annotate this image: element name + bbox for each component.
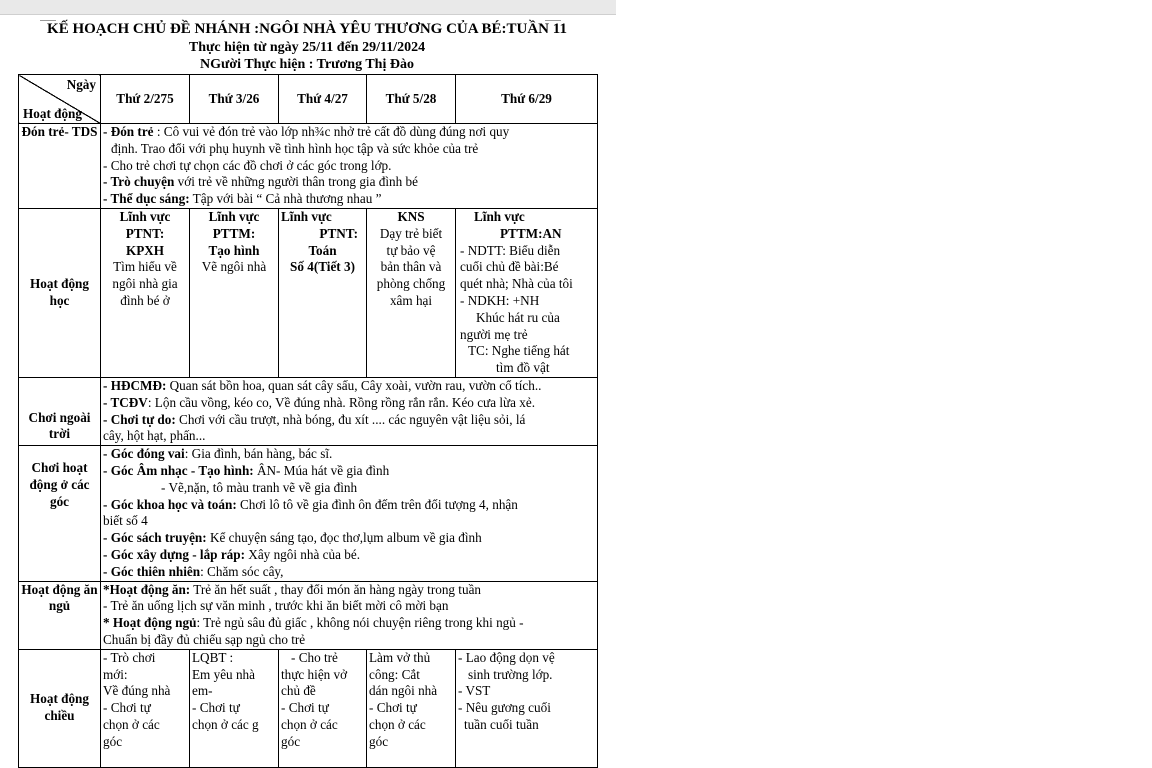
- chieu-tue-line: Em yêu nhà: [192, 666, 255, 682]
- hoc-cell-fri: [456, 208, 598, 377]
- hoc-mon-line: ngôi nhà gia: [112, 276, 178, 292]
- day-header-mon: Thứ 2/275: [101, 75, 190, 124]
- chieu-wed-line: góc: [281, 733, 301, 749]
- hoc-wed-b3: Toán: [308, 242, 337, 258]
- goc-l8: : Chăm sóc cây,: [200, 563, 284, 579]
- hoc-cell-tue: [190, 208, 279, 377]
- hoc-thu-line: bản thân và: [380, 259, 442, 275]
- row-label-hoat-dong-chieu: Hoạt động chiều: [19, 649, 101, 767]
- an-ngu-l3-bold: * Hoạt động ngủ: [103, 615, 197, 631]
- ngoai-troi-l1: Quan sát bồn hoa, quan sát cây sấu, Cây xoài, vườn rau, vườn cổ tích..: [166, 377, 542, 393]
- row-label-an-ngu: Hoạt động ăn ngủ: [19, 581, 101, 649]
- goc-l2: ÂN- Múa hát về gia đình: [253, 462, 390, 478]
- chieu-thu-line: chọn ở các: [369, 716, 426, 732]
- an-ngu-content: [101, 581, 598, 649]
- hoc-fri-line: tìm đồ vật: [496, 360, 550, 376]
- chieu-cell-fri: [456, 649, 598, 767]
- don-tre-l2: định. Trao đổi với phụ huynh về tình hình học tập và sức khỏe của trẻ: [111, 140, 479, 156]
- don-tre-l3: - Cho trẻ chơi tự chọn các đồ chơi ở các góc trong lớp.: [103, 157, 392, 173]
- day-header-wed: Thứ 4/27: [279, 75, 367, 124]
- goc-l4-bold: - Góc khoa học và toán:: [103, 496, 237, 512]
- ngoai-troi-l2-bold: - TCĐV: [103, 394, 148, 410]
- don-tre-l5: Tập với bài “ Cả nhà thương nhau ”: [189, 191, 382, 207]
- chieu-tue-line: LQBT :: [192, 649, 234, 665]
- an-ngu-l1: Trẻ ăn hết suất , thay đổi món ăn hàng ngày trong tuần: [190, 581, 482, 597]
- an-ngu-l4: Chuẩn bị đầy đủ chiếu sạp ngủ cho trẻ: [103, 631, 306, 647]
- goc-l6-bold: - Góc sách truyện:: [103, 530, 207, 546]
- goc-l1: : Gia đình, bán hàng, bác sĩ.: [184, 446, 333, 462]
- hoc-thu-line: phòng chống: [376, 276, 446, 292]
- hoc-mon-b2: PTNT:: [125, 225, 165, 241]
- day-header-fri: Thứ 6/29: [456, 75, 598, 124]
- chieu-fri-line: - Lao động dọn vệ: [458, 649, 555, 665]
- chieu-fri-line: tuần cuối tuần: [464, 716, 539, 732]
- row-choi-ngoai-troi: [19, 377, 598, 445]
- chieu-wed-line: - Chơi tự: [281, 700, 329, 716]
- row-label-hoat-dong-hoc: Hoạt động học: [19, 208, 101, 377]
- corner-activity-label: Hoạt động: [23, 106, 82, 122]
- goc-l4: Chơi lô tô về gia đình ôn đếm trên đối tượng 4, nhận: [236, 496, 518, 512]
- chieu-wed-line: chọn ở các: [281, 716, 338, 732]
- goc-l1-bold: - Góc đóng vai: [103, 446, 185, 462]
- hoc-wed-b4: Số 4(Tiết 3): [290, 259, 355, 275]
- hoc-mon-b1: Lĩnh vực: [119, 208, 171, 224]
- chieu-mon-line: góc: [103, 733, 123, 749]
- goc-l5: biết số 4: [103, 513, 148, 529]
- weekly-plan-table: [18, 74, 598, 768]
- row-don-tre: [19, 124, 598, 209]
- hoc-thu-b1: KNS: [397, 208, 425, 224]
- chieu-cell-tue: [190, 649, 279, 767]
- chieu-tue-line: chọn ở các g: [192, 716, 259, 732]
- chieu-thu-line: Làm vở thủ: [369, 649, 431, 665]
- chieu-thu-line: góc: [369, 733, 389, 749]
- hoc-fri-line: - NDKH: +NH: [460, 292, 540, 308]
- chieu-mon-line: - Trò chơi: [103, 649, 156, 665]
- hoc-fri-line: - NDTT: Biểu diễn: [460, 242, 561, 258]
- ngoai-troi-l3-bold: - Chơi tự do:: [103, 411, 176, 427]
- chieu-tue-line: em-: [192, 683, 213, 699]
- hoc-fri-b2: PTTM:AN: [500, 225, 562, 241]
- chieu-tue-line: - Chơi tự: [192, 700, 240, 716]
- row-choi-goc: [19, 446, 598, 581]
- day-header-tue: Thứ 3/26: [190, 75, 279, 124]
- chieu-thu-line: dán ngôi nhà: [369, 683, 438, 699]
- table-header-row: [19, 75, 598, 124]
- chieu-thu-line: công: Cắt: [369, 666, 420, 682]
- goc-l8-bold: - Góc thiên nhiên: [103, 563, 201, 579]
- hoc-cell-wed: [279, 208, 367, 377]
- chieu-fri-line: sinh trường lớp.: [468, 666, 553, 682]
- hoc-thu-line: Dạy trẻ biết: [379, 225, 443, 241]
- row-label-choi-goc: Chơi hoạt động ở các góc: [19, 446, 101, 581]
- don-tre-l4-bold: - Trò chuyện: [103, 174, 175, 190]
- row-hoat-dong-chieu: [19, 649, 598, 767]
- day-header-thu: Thứ 5/28: [367, 75, 456, 124]
- ngoai-troi-l2: : Lộn cầu vồng, kéo co, Về đúng nhà. Rồng rồng rắn rắn. Kéo cưa lừa xẻ.: [147, 394, 536, 410]
- an-ngu-l2: - Trẻ ăn uống lịch sự văn minh , trước khi ăn biết mời cô mời bạn: [103, 598, 449, 614]
- hoc-fri-b1: Lĩnh vực: [474, 208, 525, 224]
- hoc-cell-mon: [101, 208, 190, 377]
- ruler-bar: [0, 0, 616, 15]
- an-ngu-l1-bold: *Hoạt động ăn:: [103, 581, 191, 597]
- chieu-wed-line: - Cho trẻ: [291, 649, 338, 665]
- hoc-fri-line: người mẹ trẻ: [460, 326, 528, 342]
- row-label-don-tre: Đón trẻ- TDS: [19, 124, 101, 209]
- chieu-mon-line: - Chơi tự: [103, 700, 151, 716]
- ngoai-troi-l3: Chơi với cầu trượt, nhà bóng, đu xít .... các nguyên vật liệu sỏi, lá: [175, 411, 526, 427]
- chieu-mon-line: mới:: [103, 666, 128, 682]
- hoc-tue-line: Vẽ ngôi nhà: [201, 259, 267, 275]
- corner-day-label: Ngày: [66, 77, 96, 92]
- goc-l7: Xây ngôi nhà của bé.: [245, 546, 360, 562]
- hoc-thu-line: tự bảo vệ: [386, 242, 436, 258]
- document-author: NGười Thực hiện : Trương Thị Đào: [200, 57, 414, 72]
- hoc-fri-line: quét nhà; Nhà của tôi: [460, 276, 573, 292]
- goc-l7-bold: - Góc xây dựng - lắp ráp:: [103, 546, 245, 562]
- hoc-thu-line: xâm hại: [389, 292, 433, 308]
- don-tre-l4: với trẻ về những người thân trong gia đình bé: [174, 174, 418, 190]
- don-tre-content: [101, 124, 598, 209]
- goc-l6: Kể chuyện sáng tạo, đọc thơ,lụm album về gia đình: [206, 530, 482, 546]
- chieu-cell-mon: [101, 649, 190, 767]
- hoc-wed-b2: PTNT:: [319, 225, 358, 241]
- row-hoat-dong-hoc: [19, 208, 598, 377]
- hoc-fri-line: TC: Nghe tiếng hát: [468, 343, 570, 359]
- chieu-mon-line: chọn ở các: [103, 716, 160, 732]
- corner-cell: [19, 75, 101, 124]
- hoc-mon-b3: KPXH: [125, 242, 165, 258]
- choi-goc-content: [101, 446, 598, 581]
- chieu-fri-line: - Nêu gương cuối: [458, 700, 551, 716]
- hoc-cell-thu: [367, 208, 456, 377]
- hoc-fri-line: cuối chủ đề bài:Bé: [460, 259, 559, 275]
- document-subtitle: Thực hiện từ ngày 25/11 đến 29/11/2024: [188, 40, 426, 55]
- goc-l3: - Vẽ,nặn, tô màu tranh vẽ về gia đình: [161, 479, 358, 495]
- choi-ngoai-troi-content: [101, 377, 598, 445]
- don-tre-l5-bold: - Thể dục sáng:: [103, 191, 190, 207]
- chieu-cell-thu: [367, 649, 456, 767]
- an-ngu-l3: : Trẻ ngủ sâu đủ giấc , không nói chuyện riêng trong khi ngủ -: [196, 615, 524, 631]
- hoc-wed-b1: Lĩnh vực: [281, 208, 332, 224]
- chieu-wed-line: thực hiện vở: [281, 666, 348, 682]
- hoc-tue-b1: Lĩnh vực: [208, 208, 260, 224]
- hoc-tue-b2: PTTM:: [212, 225, 256, 241]
- hoc-tue-b3: Tạo hình: [208, 242, 260, 258]
- hoc-fri-line: Khúc hát ru của: [476, 309, 560, 325]
- don-tre-l1-bold: - Đón trẻ: [103, 124, 154, 139]
- hoc-mon-line: đình bé ở: [120, 292, 170, 308]
- chieu-thu-line: - Chơi tự: [369, 700, 417, 716]
- don-tre-l1: : Cô vui vẻ đón trẻ vào lớp nh¾c nhở trẻ cất đồ dùng đúng nơi quy: [153, 124, 510, 139]
- chieu-cell-wed: [279, 649, 367, 767]
- chieu-fri-line: - VST: [458, 683, 491, 699]
- ngoai-troi-l4: cây, hột hạt, phấn...: [103, 428, 206, 444]
- hoc-mon-line: Tìm hiểu về: [113, 259, 177, 275]
- row-an-ngu: [19, 581, 598, 649]
- goc-l2-bold: - Góc Âm nhạc - Tạo hình:: [103, 462, 254, 478]
- chieu-mon-line: Về đúng nhà: [103, 683, 171, 699]
- document-title: KẾ HOẠCH CHỦ ĐỀ NHÁNH :NGÔI NHÀ YÊU THƯƠNG CỦA BÉ:TUẦN 11: [47, 21, 567, 37]
- row-label-choi-ngoai-troi: Chơi ngoài trời: [19, 377, 101, 445]
- chieu-wed-line: chủ đề: [281, 683, 316, 699]
- ngoai-troi-l1-bold: - HĐCMĐ:: [103, 377, 167, 393]
